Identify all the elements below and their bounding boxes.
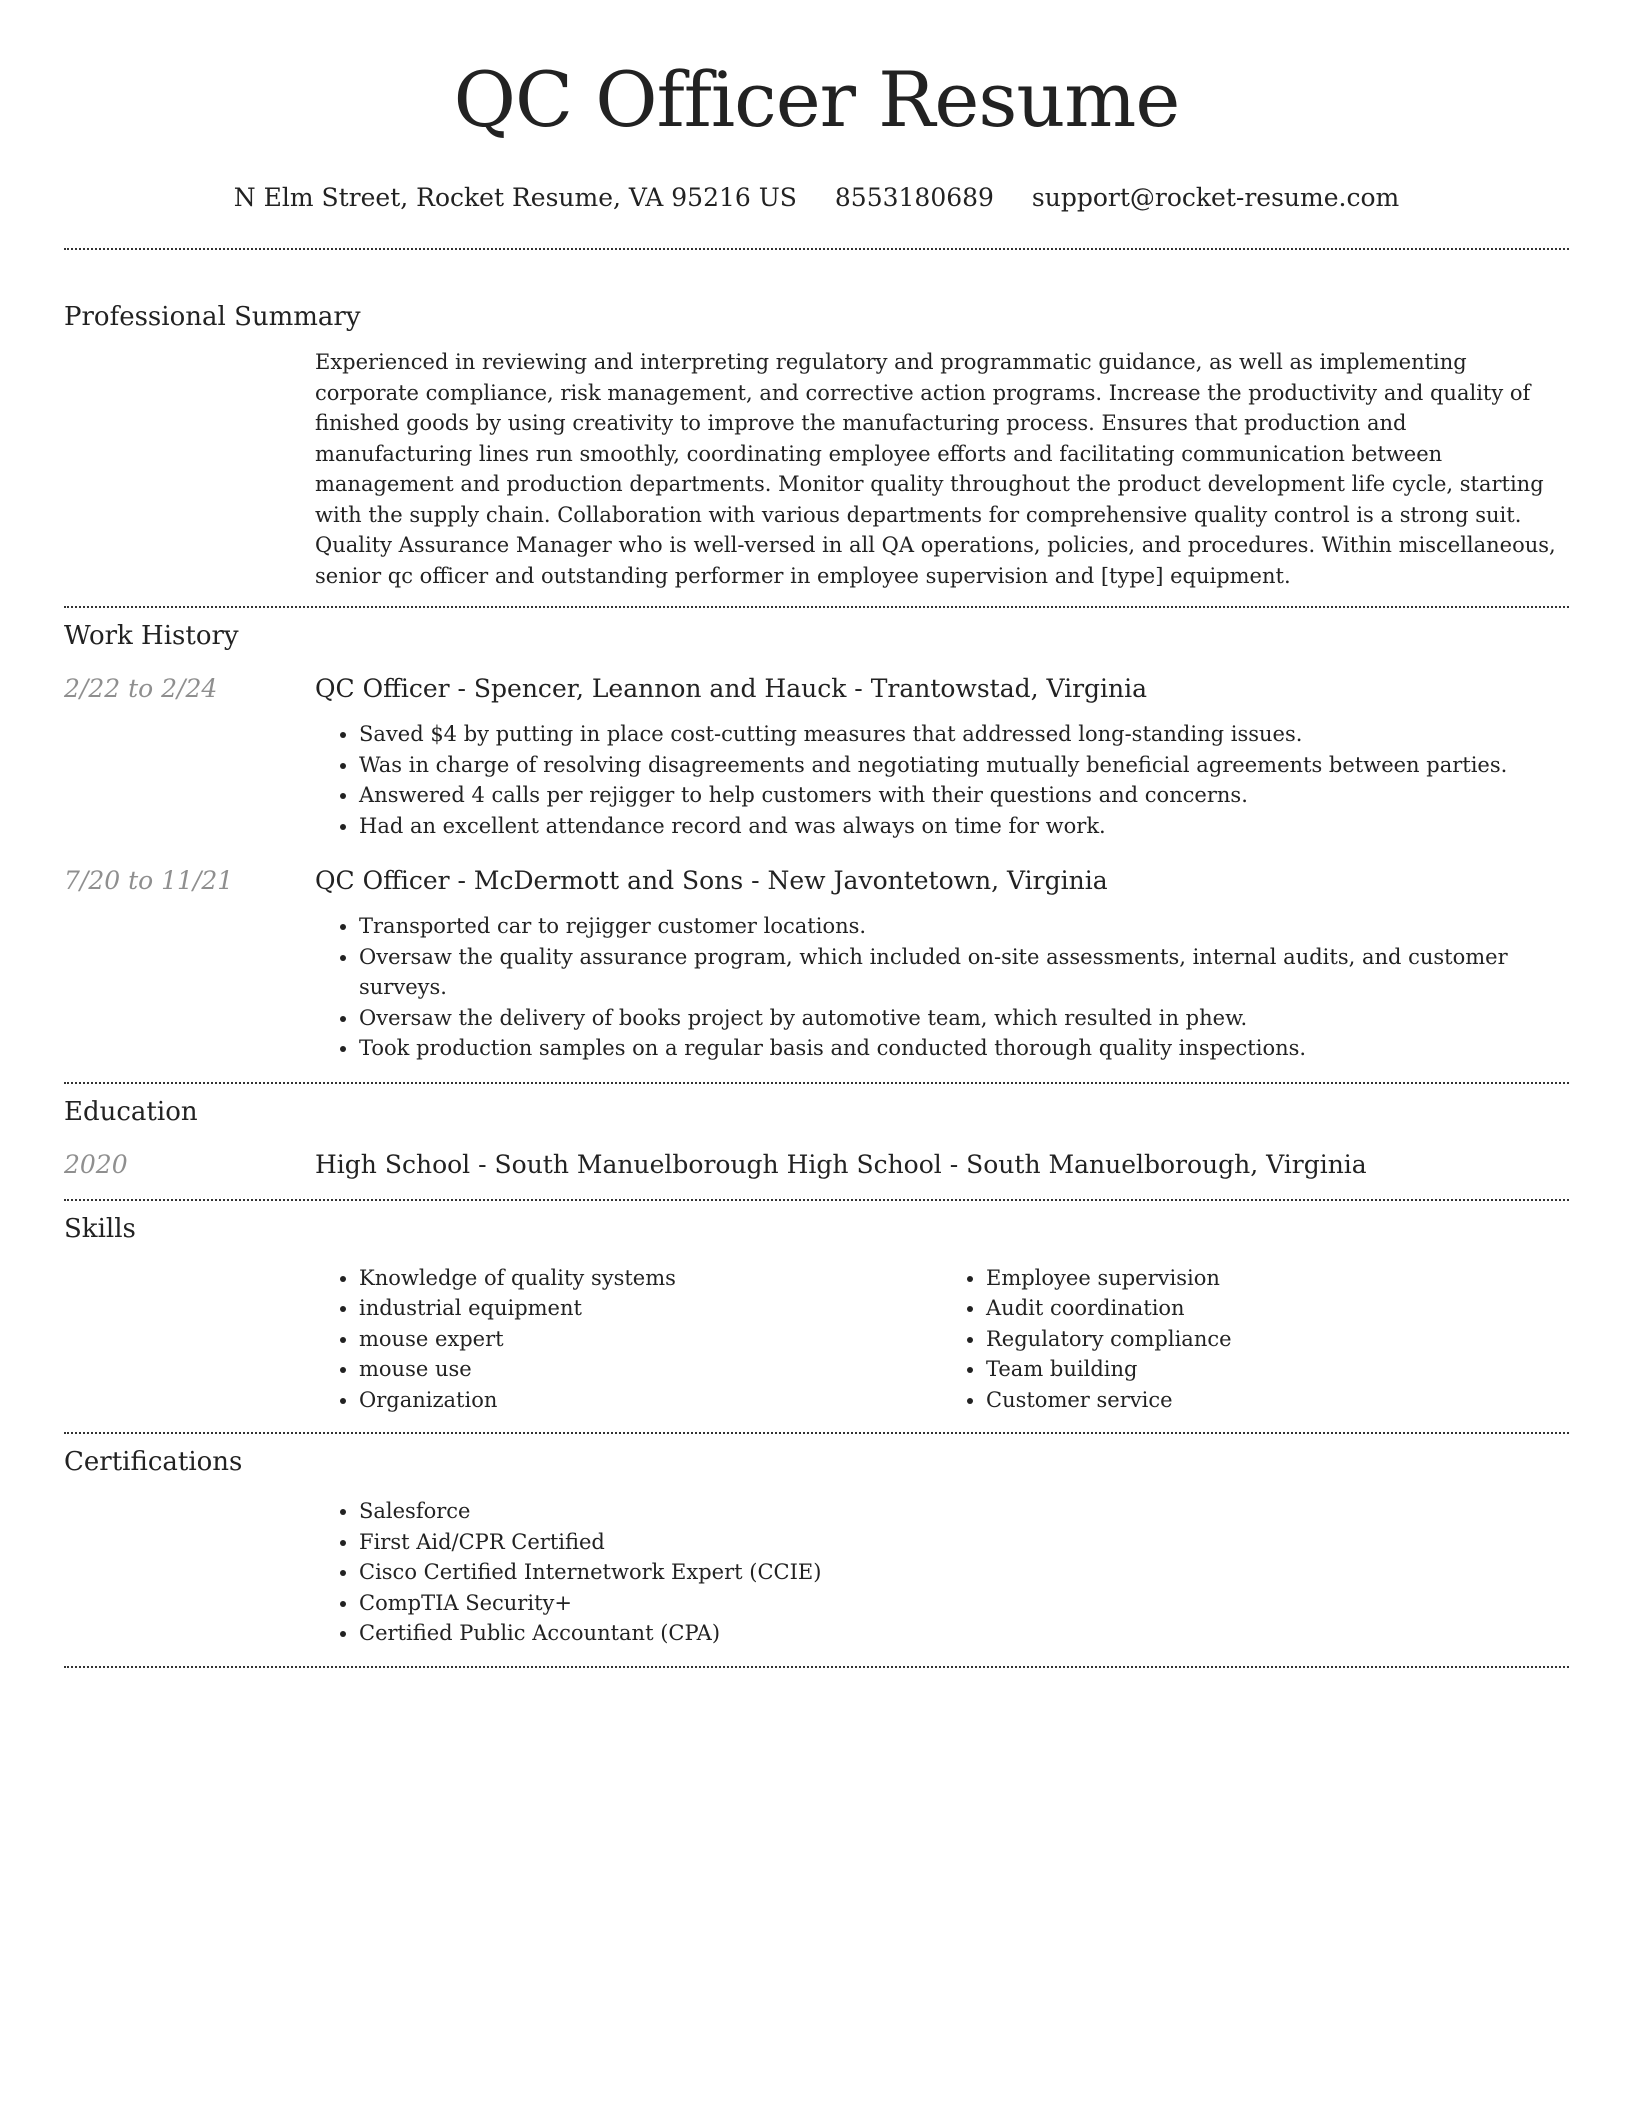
contact-line — [64, 182, 1569, 214]
education-details: - South Manuelborough High School - South Manuelborough, Virginia — [470, 1149, 1367, 1179]
education-year: 2020 — [64, 1149, 128, 1179]
education-heading: Education — [64, 1096, 198, 1127]
job-bullets — [315, 719, 1569, 841]
job-entry — [64, 865, 1569, 1064]
list-item: • Had an excellent attendance record and was always on time for work. — [359, 811, 1569, 842]
list-item: • mouse expert — [359, 1324, 942, 1355]
list-item: • Salesforce — [359, 1496, 1569, 1527]
divider — [64, 248, 1569, 250]
list-item: • CompTIA Security+ — [359, 1588, 1569, 1619]
job-dates: 2/22 to 2/24 — [64, 674, 218, 703]
page-title: QC Officer Resume — [453, 55, 1180, 144]
list-item: • Answered 4 calls per rejigger to help customers with their questions and concerns. — [359, 780, 1569, 811]
list-item: • Cisco Certified Internetwork Expert (CCIE) — [359, 1557, 1569, 1588]
list-item: • Oversaw the quality assurance program, which included on-site assessments, internal audits, and customer surveys. — [359, 942, 1569, 1003]
skills-list-left — [315, 1263, 942, 1416]
list-item: • industrial equipment — [359, 1293, 942, 1324]
divider — [64, 606, 1569, 608]
list-item: • mouse use — [359, 1354, 942, 1385]
work-history-heading: Work History — [64, 621, 239, 651]
job-title: QC Officer - McDermott and Sons - New Javontetown, Virginia — [315, 866, 1108, 895]
list-item: • First Aid/CPR Certified — [359, 1527, 1569, 1558]
certifications-list — [315, 1496, 1569, 1649]
list-item: • Employee supervision — [986, 1263, 1569, 1294]
list-item: • Audit coordination — [986, 1293, 1569, 1324]
list-item: • Organization — [359, 1385, 942, 1416]
certifications-section — [64, 1445, 1569, 1649]
contact-phone: 8553180689 — [834, 183, 994, 212]
job-title: QC Officer - Spencer, Leannon and Hauck - Trantowstad, Virginia — [315, 674, 1148, 703]
divider — [64, 1666, 1569, 1668]
list-item: • Customer service — [986, 1385, 1569, 1416]
list-item: • Knowledge of quality systems — [359, 1263, 942, 1294]
work-history-section — [64, 619, 1569, 1064]
contact-email: support@rocket-resume.com — [1031, 183, 1400, 212]
list-item: • Was in charge of resolving disagreements and negotiating mutually beneficial agreements between parties. — [359, 750, 1569, 781]
skills-heading: Skills — [64, 1213, 136, 1244]
list-item: • Saved $4 by putting in place cost-cutting measures that addressed long-standing issues. — [359, 719, 1569, 750]
list-item: • Oversaw the delivery of books project by automotive team, which resulted in phew. — [359, 1003, 1569, 1034]
divider — [64, 1199, 1569, 1201]
divider — [64, 1082, 1569, 1084]
skills-section — [64, 1212, 1569, 1416]
skills-grid — [315, 1263, 1569, 1416]
education-degree: High School — [315, 1149, 471, 1179]
education-section — [64, 1095, 1569, 1181]
summary-text: Experienced in reviewing and interpreting regulatory and programmatic guidance, as well as implementing corporate compliance, risk management, and corrective action programs. Increase the productivity and quality of finished goods by using creativity to improve the manufacturing process. Ensures that production and manufacturing lines run smoothly, coordinating employee efforts and facilitating communication between management and production departments. Monitor quality throughout the product development life cycle, starting with the supply chain. Collaboration with various departments for comprehensive quality control is a strong suit. Quality Assurance Manager who is well-versed in all QA operations, policies, and procedures. Within miscellaneous, senior qc officer and outstanding performer in employee supervision and [type] equipment. — [315, 350, 1556, 588]
list-item: • Regulatory compliance — [986, 1324, 1569, 1355]
certifications-heading: Certifications — [64, 1447, 243, 1477]
list-item: • Took production samples on a regular basis and conducted thorough quality inspections. — [359, 1033, 1569, 1064]
summary-heading: Professional Summary — [64, 302, 361, 332]
list-item: • Certified Public Accountant (CPA) — [359, 1618, 1569, 1649]
list-item: • Team building — [986, 1354, 1569, 1385]
education-entry — [64, 1149, 1569, 1181]
list-item: • Transported car to rejigger customer locations. — [359, 911, 1569, 942]
job-entry — [64, 673, 1569, 841]
job-bullets — [315, 911, 1569, 1064]
summary-section — [64, 300, 1569, 591]
resume-page — [64, 0, 1569, 1668]
divider — [64, 1432, 1569, 1434]
job-dates: 7/20 to 11/21 — [64, 866, 234, 895]
contact-address: N Elm Street, Rocket Resume, VA 95216 US — [233, 183, 797, 212]
skills-list-right — [942, 1263, 1569, 1416]
